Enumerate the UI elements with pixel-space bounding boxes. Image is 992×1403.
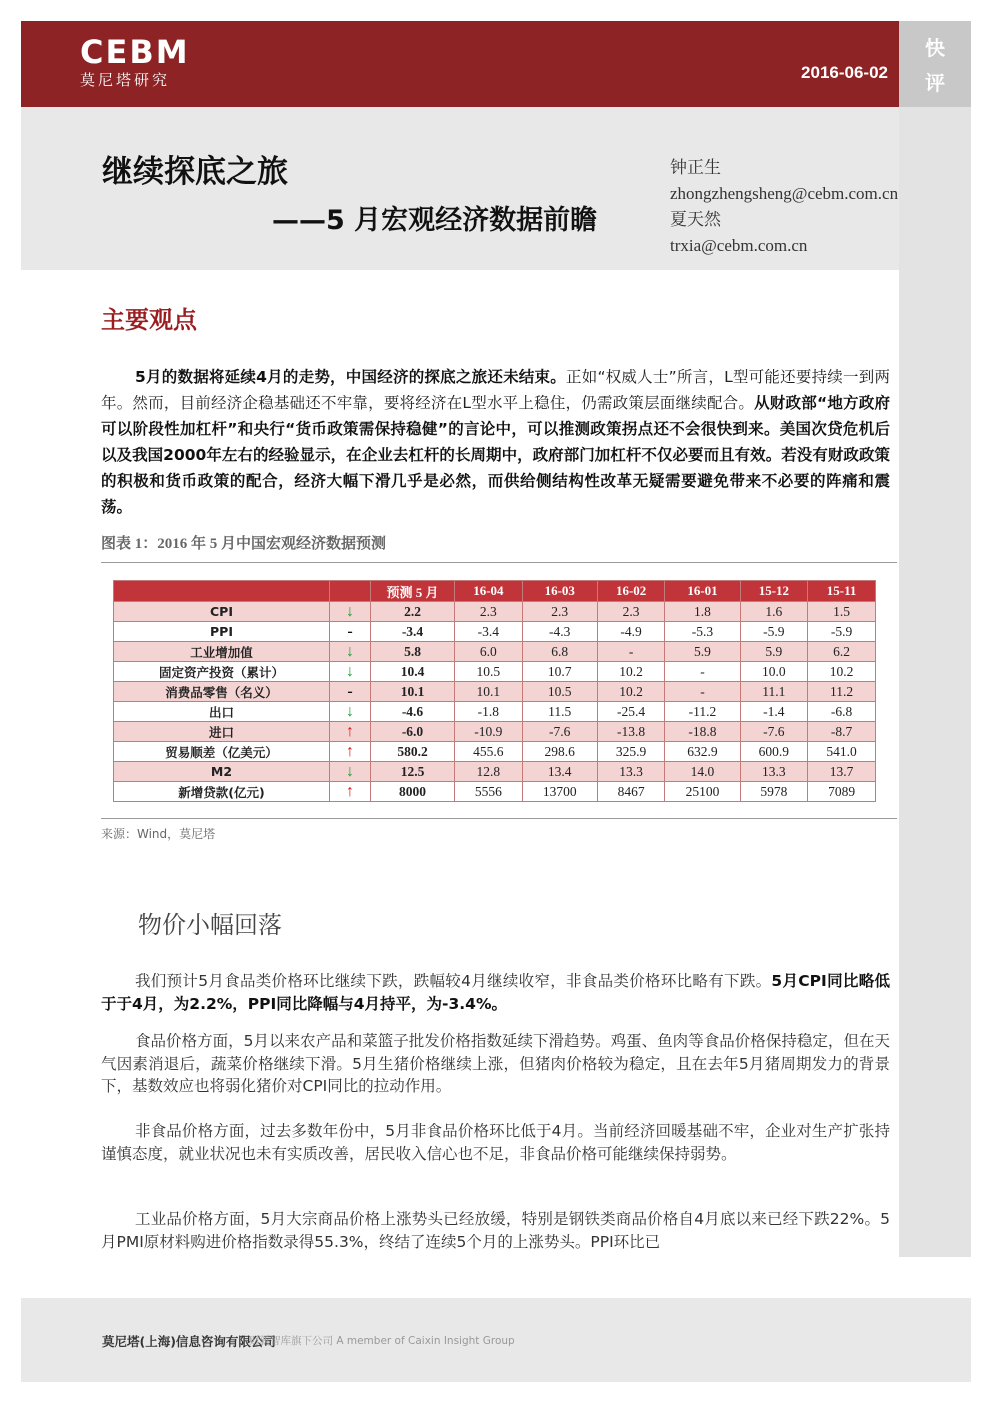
figure-bottom-rule	[101, 818, 897, 819]
table-cell: -5.3	[665, 622, 740, 642]
author-list	[670, 155, 898, 259]
row-label: PPI	[114, 622, 330, 642]
forecast-cell: -4.6	[371, 702, 455, 722]
key-points-paragraph	[101, 364, 890, 520]
table-cell: 455.6	[455, 742, 523, 762]
figure-top-rule	[101, 562, 897, 563]
paragraph-2: 食品价格方面，5月以来农产品和菜篮子批发价格指数延续下滑趋势。鸡蛋、鱼肉等食品价格保持稳定，但在天气因素消退后，蔬菜价格继续下滑。5月生猪价格继续上涨，但猪肉价格较为稳定，且在去年5月猪周期发力的背景下，基数效应也将弱化猪价对CPI同比的拉动作用。	[101, 1032, 890, 1095]
table-cell: -7.6	[522, 722, 597, 742]
table-row	[114, 602, 876, 622]
table-cell: 13.4	[522, 762, 597, 782]
forecast-cell: 10.4	[371, 662, 455, 682]
table-cell: 25100	[665, 782, 740, 802]
table-cell: 13.3	[597, 762, 665, 782]
table-cell: 11.5	[522, 702, 597, 722]
table-cell: -	[665, 662, 740, 682]
key-points-heading: 主要观点	[101, 306, 197, 334]
table-row	[114, 722, 876, 742]
table-cell: 10.5	[522, 682, 597, 702]
table-cell: 10.1	[455, 682, 523, 702]
forecast-cell: -6.0	[371, 722, 455, 742]
table-row	[114, 742, 876, 762]
table-row	[114, 642, 876, 662]
table-cell: 13.7	[808, 762, 876, 782]
table-row	[114, 662, 876, 682]
tag-char-2: 评	[925, 71, 945, 95]
table-cell: -1.8	[455, 702, 523, 722]
right-sidebar-band	[899, 107, 971, 1257]
table-cell: 1.5	[808, 602, 876, 622]
table-cell: 7089	[808, 782, 876, 802]
table-cell: 10.5	[455, 662, 523, 682]
table-row	[114, 622, 876, 642]
paragraph-1	[101, 970, 890, 1015]
table-cell: 298.6	[522, 742, 597, 762]
table-row	[114, 762, 876, 782]
row-label: 固定资产投资（累计）	[114, 662, 330, 682]
table-cell: -11.2	[665, 702, 740, 722]
row-label: 工业增加值	[114, 642, 330, 662]
table-cell: 6.2	[808, 642, 876, 662]
row-label: CPI	[114, 602, 330, 622]
table-cell: -5.9	[740, 622, 808, 642]
table-cell: 13.3	[740, 762, 808, 782]
table-cell: -5.9	[808, 622, 876, 642]
trend-arrow-up: ↑	[330, 782, 371, 802]
row-label: 消费品零售（名义）	[114, 682, 330, 702]
key-point-text: 正如“权威人士”所言，L型可能还要持续一到两年。然而，目前经济企稳基础还不牢靠，要将经济在L型水平上稳住，仍需政策层面继续配合。	[101, 368, 890, 412]
table-header-cell	[330, 581, 371, 602]
report-subtitle: ——5 月宏观经济数据前瞻	[272, 205, 598, 236]
table-row	[114, 782, 876, 802]
table-cell: 5.9	[740, 642, 808, 662]
table-cell: -	[665, 682, 740, 702]
table-header-cell: 16-04	[455, 581, 523, 602]
trend-arrow-down: ↓	[330, 702, 371, 722]
footer-company: 莫尼塔(上海)信息咨询有限公司	[102, 1334, 276, 1349]
table-cell: 1.8	[665, 602, 740, 622]
table-cell: -8.7	[808, 722, 876, 742]
table-cell: 10.7	[522, 662, 597, 682]
author-name: 夏天然	[670, 210, 721, 229]
table-cell: 1.6	[740, 602, 808, 622]
table-cell: -6.8	[808, 702, 876, 722]
table-cell: -25.4	[597, 702, 665, 722]
table-cell: 325.9	[597, 742, 665, 762]
forecast-cell: 580.2	[371, 742, 455, 762]
trend-arrow-up: ↑	[330, 742, 371, 762]
logo-subtitle: 莫尼塔研究	[80, 71, 171, 89]
cebm-logo	[80, 33, 190, 90]
table-cell: 10.2	[597, 682, 665, 702]
table-cell: -4.9	[597, 622, 665, 642]
table-cell: 12.8	[455, 762, 523, 782]
trend-arrow-down: ↓	[330, 762, 371, 782]
table-cell: -3.4	[455, 622, 523, 642]
forecast-cell: 10.1	[371, 682, 455, 702]
table-cell: 2.3	[522, 602, 597, 622]
table-cell: 14.0	[665, 762, 740, 782]
table-header-cell: 预测 5 月	[371, 581, 455, 602]
trend-arrow-flat: -	[330, 622, 371, 642]
table-cell: 5556	[455, 782, 523, 802]
author-email[interactable]: zhongzhengsheng@cebm.com.cn	[670, 184, 899, 203]
figure-source: 来源：Wind，莫尼塔	[101, 827, 216, 841]
paragraph-3: 非食品价格方面，过去多数年份中，5月非食品价格环比低于4月。当前经济回暖基础不牢，企业对生产扩张持谨慎态度，就业状况也未有实质改善，居民收入信心也不足，非食品价格可能继续保持弱势。	[101, 1122, 890, 1163]
table-header-cell: 15-11	[808, 581, 876, 602]
table-cell: 2.3	[455, 602, 523, 622]
table-cell: 632.9	[665, 742, 740, 762]
paragraph-bold: 5月CPI同比略低于于4月，为2.2%，PPI同比降幅与4月持平，为-3.4%。	[101, 972, 890, 1013]
table-body	[114, 602, 876, 802]
row-label: 出口	[114, 702, 330, 722]
table-cell: 5978	[740, 782, 808, 802]
forecast-cell: 2.2	[371, 602, 455, 622]
author-email[interactable]: trxia@cebm.com.cn	[670, 236, 808, 255]
report-date: 2016-06-02	[801, 63, 888, 82]
table-cell: -1.4	[740, 702, 808, 722]
trend-arrow-down: ↓	[330, 602, 371, 622]
table-cell: 6.0	[455, 642, 523, 662]
trend-arrow-down: ↓	[330, 642, 371, 662]
forecast-cell: 12.5	[371, 762, 455, 782]
trend-arrow-flat: -	[330, 682, 371, 702]
table-header-cell: 16-01	[665, 581, 740, 602]
table-row	[114, 682, 876, 702]
report-title: 继续探底之旅	[102, 154, 288, 190]
key-point-bold-1: 5月的数据将延续4月的走势，中国经济的探底之旅还未结束。	[135, 368, 566, 386]
table-cell: -4.3	[522, 622, 597, 642]
forecast-cell: 8000	[371, 782, 455, 802]
forecast-cell: 5.8	[371, 642, 455, 662]
table-cell: 11.2	[808, 682, 876, 702]
table-cell: 10.2	[808, 662, 876, 682]
footer-subtitle: 财新智库旗下公司 A member of Caixin Insight Group	[249, 1335, 515, 1347]
table-cell: -	[597, 642, 665, 662]
table-header-row	[114, 581, 876, 602]
table-cell: -7.6	[740, 722, 808, 742]
table-header-cell: 15-12	[740, 581, 808, 602]
logo-text: CEBM	[80, 33, 190, 71]
trend-arrow-down: ↓	[330, 662, 371, 682]
forecast-cell: -3.4	[371, 622, 455, 642]
report-type-tag	[899, 21, 971, 107]
table-cell: 6.8	[522, 642, 597, 662]
table-cell: -10.9	[455, 722, 523, 742]
row-label: 进口	[114, 722, 330, 742]
table-header-cell: 16-02	[597, 581, 665, 602]
row-label: 新增贷款(亿元)	[114, 782, 330, 802]
table-row	[114, 702, 876, 722]
tag-char-1: 快	[925, 36, 945, 60]
table-cell: 8467	[597, 782, 665, 802]
table-cell: 11.1	[740, 682, 808, 702]
table-cell: 10.2	[597, 662, 665, 682]
section-heading: 物价小幅回落	[138, 911, 282, 939]
table-cell: 5.9	[665, 642, 740, 662]
trend-arrow-up: ↑	[330, 722, 371, 742]
table-cell: -13.8	[597, 722, 665, 742]
author-name: 钟正生	[670, 158, 721, 177]
table-header-cell	[114, 581, 330, 602]
key-point-bold-2: 从财政部“地方政府可以阶段性加杠杆”和央行“货币政策需保持稳健”的言论中，可以推测政策拐点还不会很快到来。美国次贷危机后以及我国2000年左右的经验显示，在企业去杠杆的长周期中，政府部门加杠杆不仅必要而且有效。若没有财政政策的积极和货币政策的配合，经济大幅下滑几乎是必然，而供给侧结构性改革无疑需要避免带来不必要的阵痛和震荡。	[101, 394, 890, 516]
row-label: M2	[114, 762, 330, 782]
table-cell: 600.9	[740, 742, 808, 762]
forecast-table	[113, 580, 876, 802]
table-cell: 13700	[522, 782, 597, 802]
table-cell: 10.0	[740, 662, 808, 682]
paragraph-4: 工业品价格方面，5月大宗商品价格上涨势头已经放缓，特别是钢铁类商品价格自4月底以来已经下跌22%。5月PMI原材料购进价格指数录得55.3%，终结了连续5个月的上涨势头。PPI环比已	[101, 1210, 890, 1251]
table-cell: 2.3	[597, 602, 665, 622]
row-label: 贸易顺差（亿美元）	[114, 742, 330, 762]
table-cell: -18.8	[665, 722, 740, 742]
table-cell: 541.0	[808, 742, 876, 762]
paragraph-text: 我们预计5月食品类价格环比继续下跌，跌幅较4月继续收窄，非食品类价格环比略有下跌。	[135, 972, 772, 990]
table-header-cell: 16-03	[522, 581, 597, 602]
figure-title: 图表 1：2016 年 5 月中国宏观经济数据预测	[101, 536, 387, 552]
